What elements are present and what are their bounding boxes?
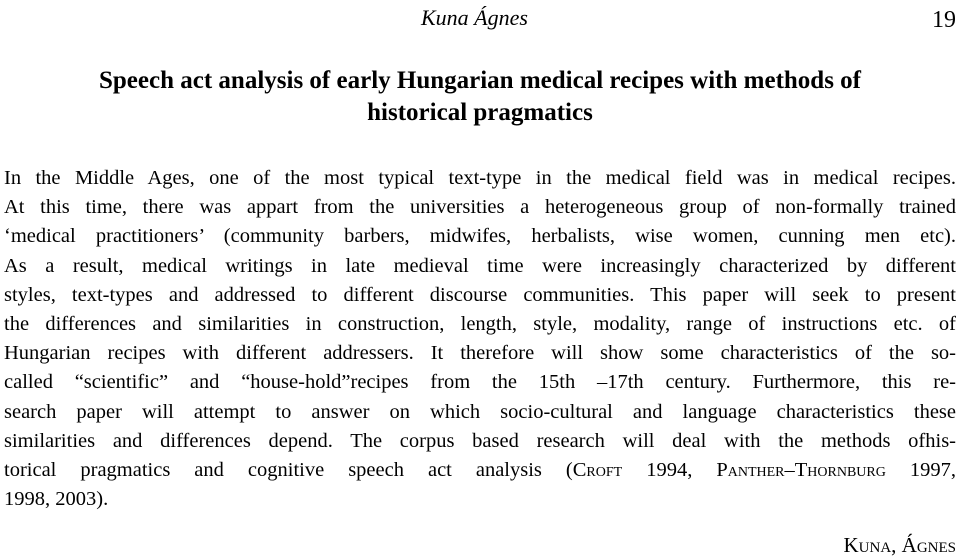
author-signature: Kuna, Ágnes (843, 533, 956, 557)
abstract-line: similarities and differences depend. The corpus based research will deal with the methods ofhis- (4, 429, 956, 452)
abstract-line: ‘medical practitioners’ (community barbers, midwifes, herbalists, wise women, cunning men etc). (4, 225, 956, 248)
abstract-line: At this time, there was appart from the universities a heterogeneous group of non-formally trained (4, 196, 956, 219)
abstract-line: called “scientific” and “house-hold”recipes from the 15th –17th century. Furthermore, this re- (4, 371, 956, 394)
page-number: 19 (932, 7, 956, 33)
citation-author-panther: Panther (716, 459, 785, 482)
article-title (0, 65, 960, 129)
abstract-line: styles, text-types and addressed to different discourse communities. This paper will seek to present (4, 283, 956, 306)
citation-year-thornburg: 1997, (885, 459, 957, 482)
abstract-line-text: torical pragmatics and cognitive speech act analysis ( (4, 459, 573, 482)
abstract-line: the differences and similarities in construction, length, style, modality, range of instructions etc. of (4, 313, 956, 336)
title-line-1: Speech act analysis of early Hungarian medical recipes with methods of (99, 67, 861, 94)
title-line-2: historical pragmatics (367, 99, 593, 126)
abstract-paragraph (4, 164, 956, 514)
abstract-line: In the Middle Ages, one of the most typical text-type in the medical field was in medical recipes. (4, 167, 956, 189)
citation-dash: – (784, 459, 795, 482)
citation-author-croft: Croft (572, 459, 623, 482)
abstract-line: As a result, medical writings in late medieval time were increasingly characterized by different (4, 254, 956, 277)
citation-year-croft: 1994, (622, 459, 717, 482)
abstract-line: search paper will attempt to answer on which socio-cultural and language characteristics these (4, 400, 956, 423)
abstract-line: Hungarian recipes with different addressers. It therefore will show some characteristics of the so- (4, 342, 956, 365)
citation-author-thornburg: Thornburg (794, 459, 886, 482)
abstract-line-citations (4, 456, 956, 485)
running-header (0, 4, 960, 32)
running-author: Kuna Ágnes (421, 5, 528, 30)
abstract-line: 1998, 2003). (4, 488, 109, 511)
